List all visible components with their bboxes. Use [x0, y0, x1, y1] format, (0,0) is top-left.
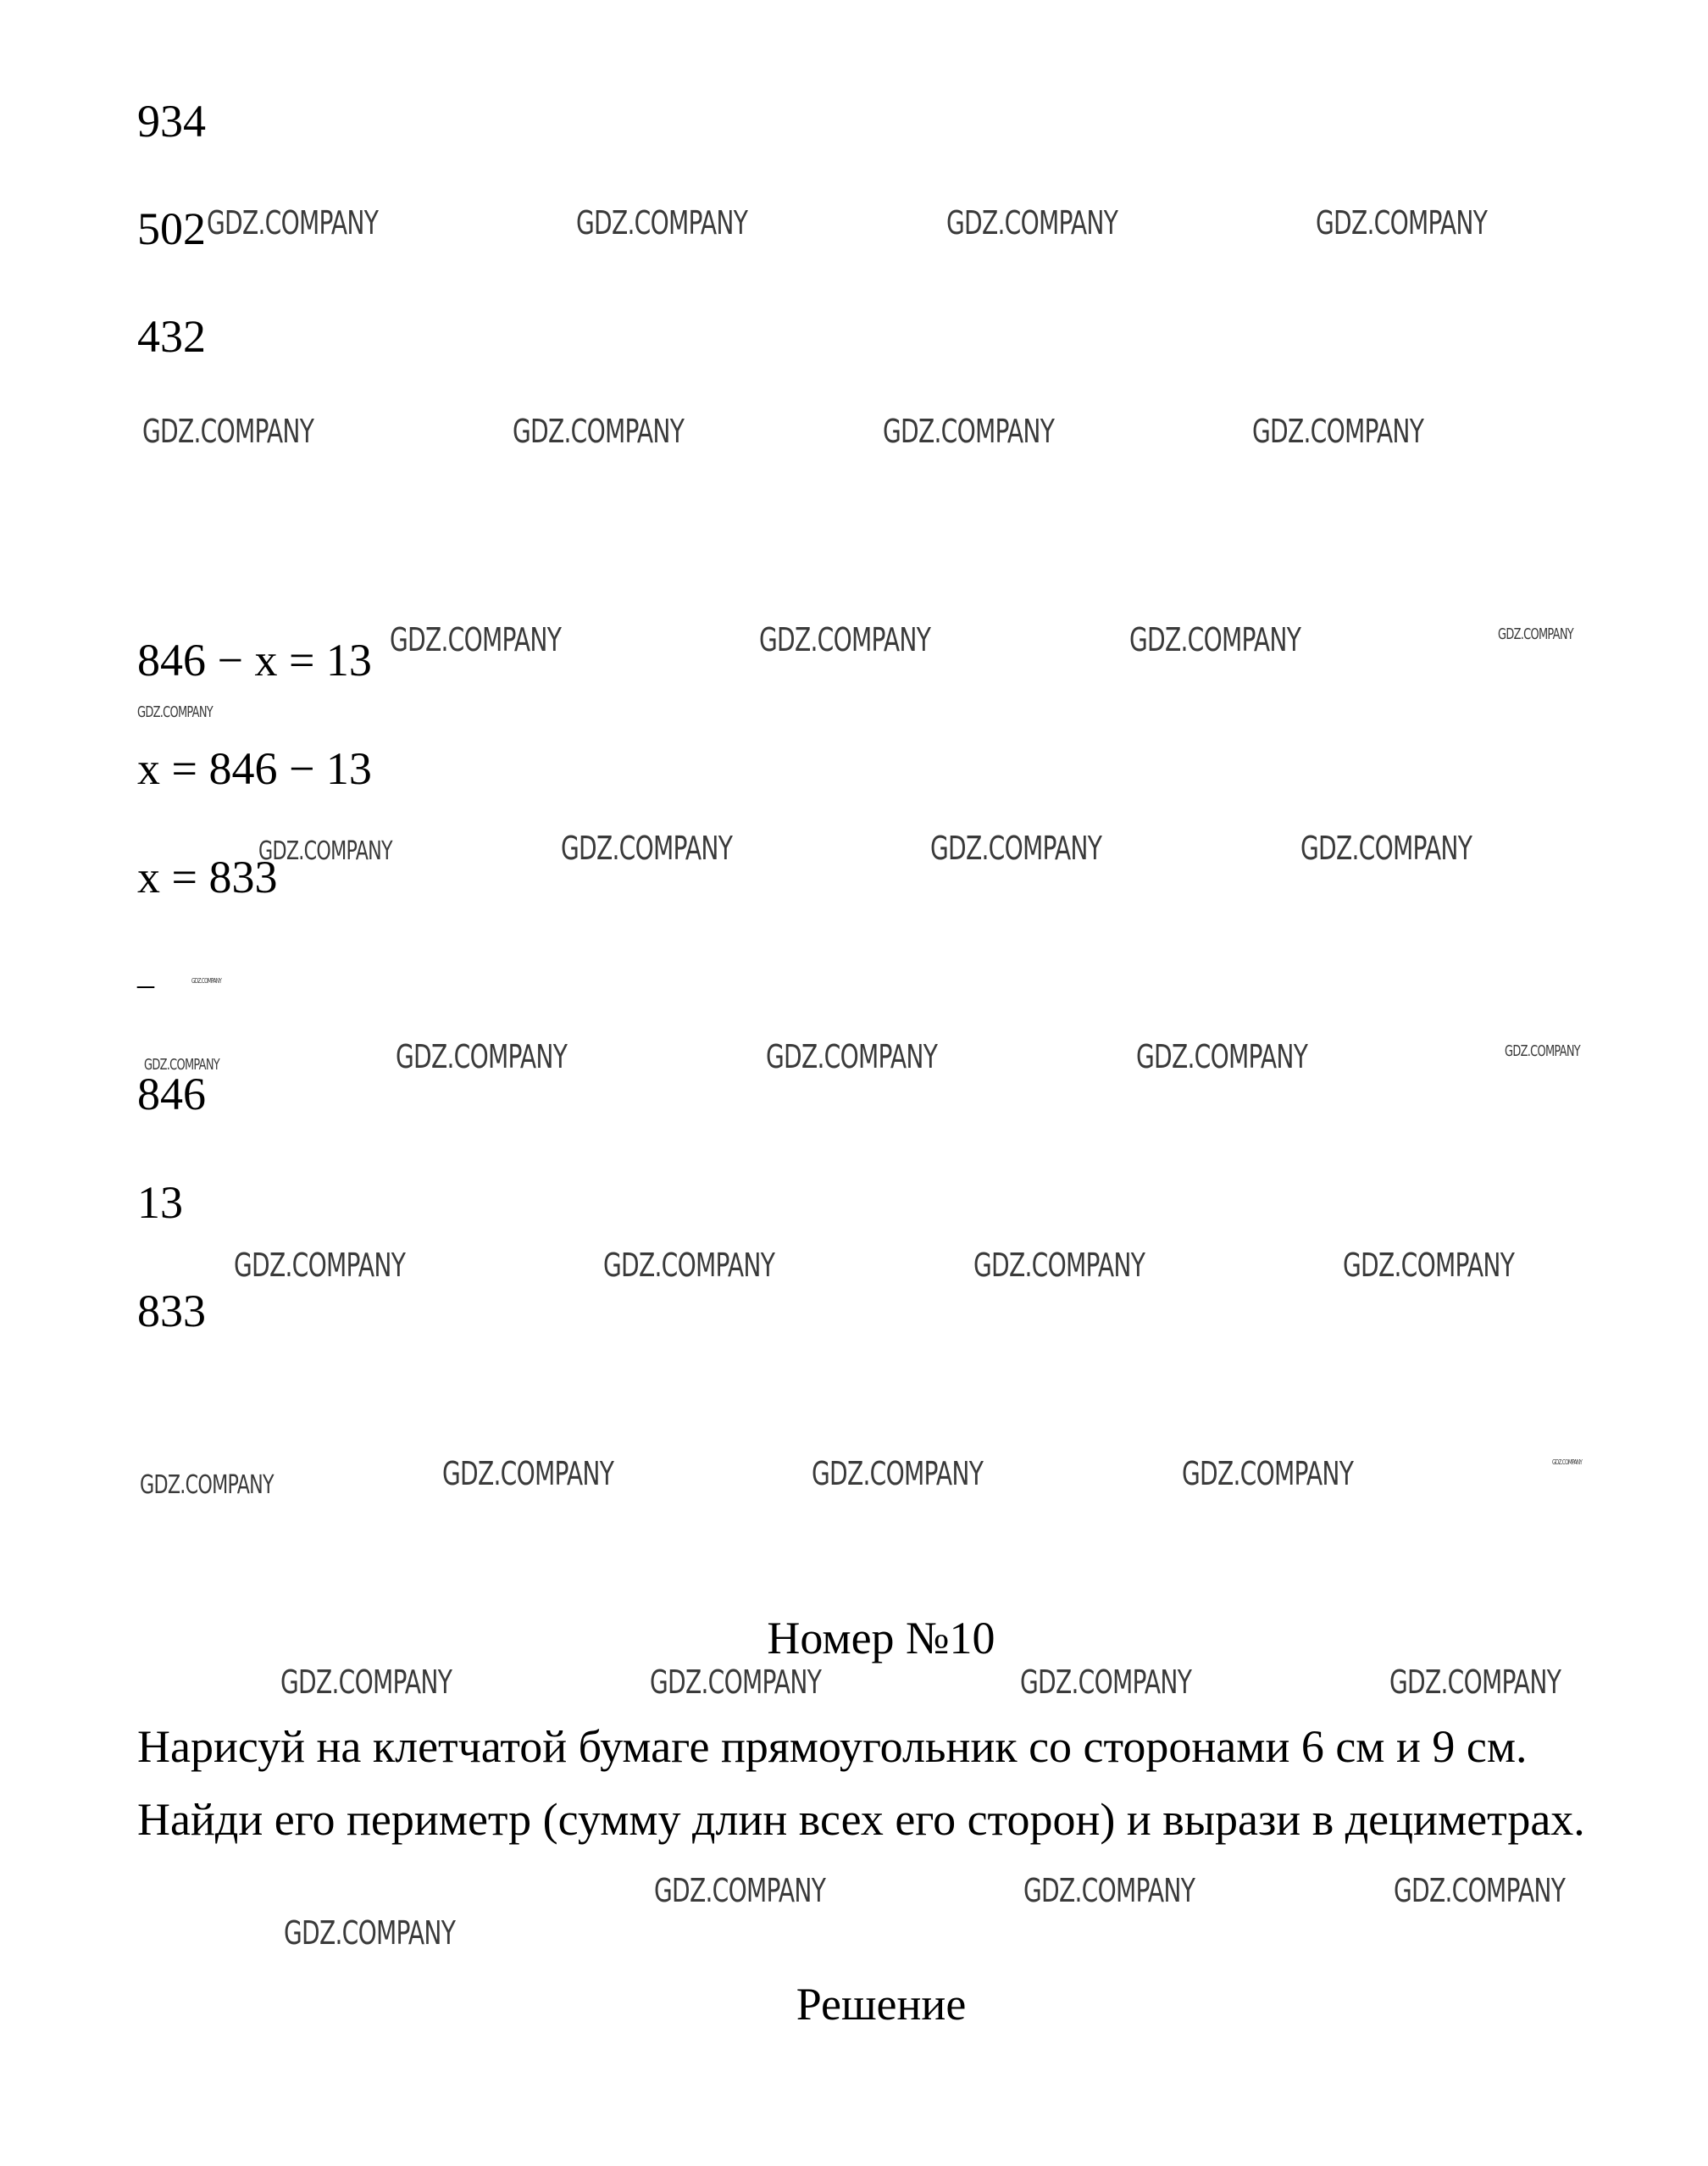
watermark: GDZ.COMPANY [140, 1470, 274, 1500]
equation-step: x = 846 − 13 [137, 743, 372, 794]
watermark: GDZ.COMPANY [1129, 621, 1301, 658]
equation-line: 846 − x = 13 [137, 635, 372, 686]
watermark: GDZ.COMPANY [284, 1914, 456, 1952]
watermark: GDZ.COMPANY [280, 1663, 452, 1701]
watermark: GDZ.COMPANY [1343, 1247, 1515, 1284]
equation-answer: x = 833 [137, 852, 278, 902]
watermark: GDZ.COMPANY [766, 1038, 938, 1075]
watermark: GDZ.COMPANY [144, 1056, 219, 1074]
watermark: GDZ.COMPANY [1505, 1042, 1580, 1060]
watermark: GDZ.COMPANY [812, 1455, 984, 1492]
task-heading: Номер №10 [767, 1613, 995, 1663]
column-subtrahend: 13 [137, 1177, 183, 1228]
watermark: GDZ.COMPANY [1023, 1872, 1195, 1909]
watermark: GDZ.COMPANY [1182, 1455, 1354, 1492]
watermark: GDZ.COMPANY [258, 836, 392, 866]
watermark: GDZ.COMPANY [1316, 204, 1488, 242]
watermark: GDZ.COMPANY [1252, 413, 1424, 450]
column-result: 833 [137, 1286, 206, 1336]
watermark: GDZ.COMPANY [396, 1038, 568, 1075]
watermark: GDZ.COMPANY [654, 1872, 826, 1909]
watermark: GDZ.COMPANY [234, 1247, 406, 1284]
calc-line-432: 432 [137, 311, 206, 362]
watermark: GDZ.COMPANY [137, 703, 213, 721]
watermark: GDZ.COMPANY [973, 1247, 1145, 1284]
watermark: GDZ.COMPANY [390, 621, 562, 658]
watermark: GDZ.COMPANY [1389, 1663, 1561, 1701]
watermark: GDZ.COMPANY [142, 413, 314, 450]
watermark: GDZ.COMPANY [1552, 1458, 1583, 1466]
watermark: GDZ.COMPANY [207, 204, 379, 242]
watermark: GDZ.COMPANY [759, 621, 931, 658]
watermark: GDZ.COMPANY [1498, 625, 1573, 643]
column-minuend: 846 [137, 1069, 206, 1119]
subtraction-sign: _ [137, 953, 154, 991]
calc-line-502: 502 [137, 203, 206, 254]
watermark: GDZ.COMPANY [1020, 1663, 1192, 1701]
watermark: GDZ.COMPANY [603, 1247, 775, 1284]
watermark: GDZ.COMPANY [930, 830, 1102, 867]
watermark: GDZ.COMPANY [946, 204, 1118, 242]
solution-heading: Решение [796, 1979, 967, 2030]
watermark: GDZ.COMPANY [191, 977, 222, 985]
watermark: GDZ.COMPANY [513, 413, 685, 450]
watermark: GDZ.COMPANY [1394, 1872, 1566, 1909]
watermark: GDZ.COMPANY [561, 830, 733, 867]
watermark: GDZ.COMPANY [442, 1455, 614, 1492]
watermark: GDZ.COMPANY [1136, 1038, 1308, 1075]
calc-line-934: 934 [137, 96, 206, 147]
task-text: Нарисуй на клетчатой бумаге прямоугольник со сторонами 6 см и 9 см. Найди его периметр (сумму длин всех его сторон) и вырази в дециметрах. [137, 1721, 1585, 1845]
watermark: GDZ.COMPANY [883, 413, 1055, 450]
watermark: GDZ.COMPANY [1300, 830, 1472, 867]
watermark: GDZ.COMPANY [650, 1663, 822, 1701]
watermark: GDZ.COMPANY [576, 204, 748, 242]
